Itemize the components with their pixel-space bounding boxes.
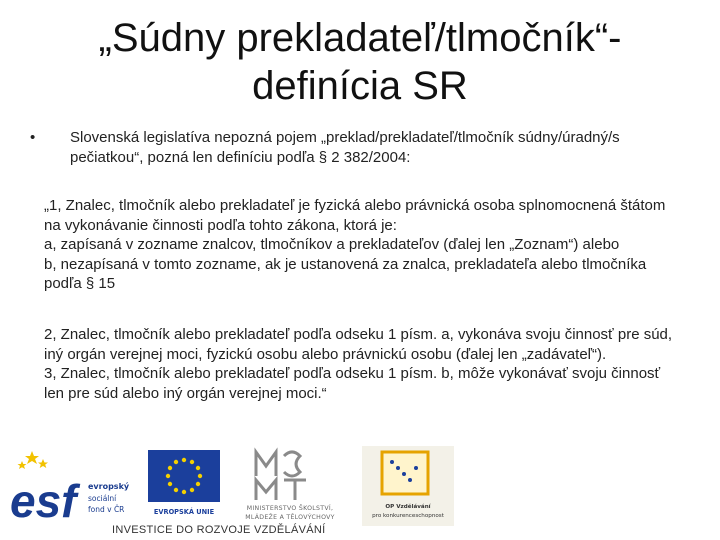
paragraph2-line1: 2, Znalec, tlmočník alebo prekladateľ podľa odseku 1 písm. a, vykonáva svoju činnosť pre súd, iný orgán verejnej moci, fyzickú osobu alebo právnickú osobu (ďalej len „zadávateľ“). [44, 326, 673, 363]
msmt-logo [226, 444, 354, 524]
eu-flag-logo [146, 448, 222, 518]
bullet-marker: • [30, 129, 36, 146]
msmt-caption-line1: MINISTERSTVO ŠKOLSTVÍ, [246, 505, 334, 512]
msmt-caption-line2: MLÁDEŽE A TĚLOVÝCHOVY [245, 514, 335, 521]
esf-stars-icon [18, 451, 49, 469]
op-caption-line1: OP Vzdělávání [385, 504, 431, 510]
esf-wordmark: esf [10, 475, 77, 523]
esf-line2: sociální [88, 494, 117, 503]
investice-footer-text: INVESTICE DO ROZVOJE VZDĚLÁVÁNÍ [112, 524, 326, 536]
esf-line1: evropský [88, 482, 130, 491]
paragraph1-line2: a, zapísaná v zozname znalcov, tlmočníkov a prekladateľov (ďalej len „Zoznam“) alebo [44, 236, 620, 253]
op-caption-line2: pro konkurenceschopnost [372, 513, 444, 519]
paragraph1-line3: b, nezapísaná v tomto zozname, ak je ustanovená za znalca, prekladateľa alebo tlmočníka podľa § 15 [44, 255, 647, 292]
paragraph1-line1: „1, Znalec, tlmočník alebo prekladateľ je fyzická alebo právnická osoba splnomocnená štátom na vykonávanie činnosti podľa tohto zákona, ktorá je: [44, 197, 666, 234]
slide-title [0, 14, 720, 110]
esf-logo [10, 445, 138, 523]
logo-strip [0, 440, 460, 540]
slide-title-line2: definícia SR [252, 64, 468, 108]
definition-paragraph-1 [44, 196, 674, 294]
bullet-text: Slovenská legislatíva nepozná pojem „preklad/prekladateľ/tlmočník súdny/úradný/s pečiatkou“, pozná len definíciu podľa § 2 382/2004: [70, 129, 620, 166]
bullet-item [28, 128, 668, 168]
esf-line3: fond v ČR [88, 505, 125, 514]
paragraph2-line2: 3, Znalec, tlmočník alebo prekladateľ podľa odseku 1 písm. b, môže vykonávať svoju činnosť len pre súd alebo iný orgán verejnej moci.“ [44, 365, 661, 402]
definition-paragraph-2 [44, 325, 674, 403]
slide-title-line1: „Súdny prekladateľ/tlmočník“- [98, 16, 622, 60]
op-vzdelavani-logo [362, 446, 454, 526]
eu-flag-icon [148, 450, 220, 502]
eu-caption: EVROPSKÁ UNIE [153, 508, 215, 516]
msmt-monogram-icon [256, 452, 306, 500]
